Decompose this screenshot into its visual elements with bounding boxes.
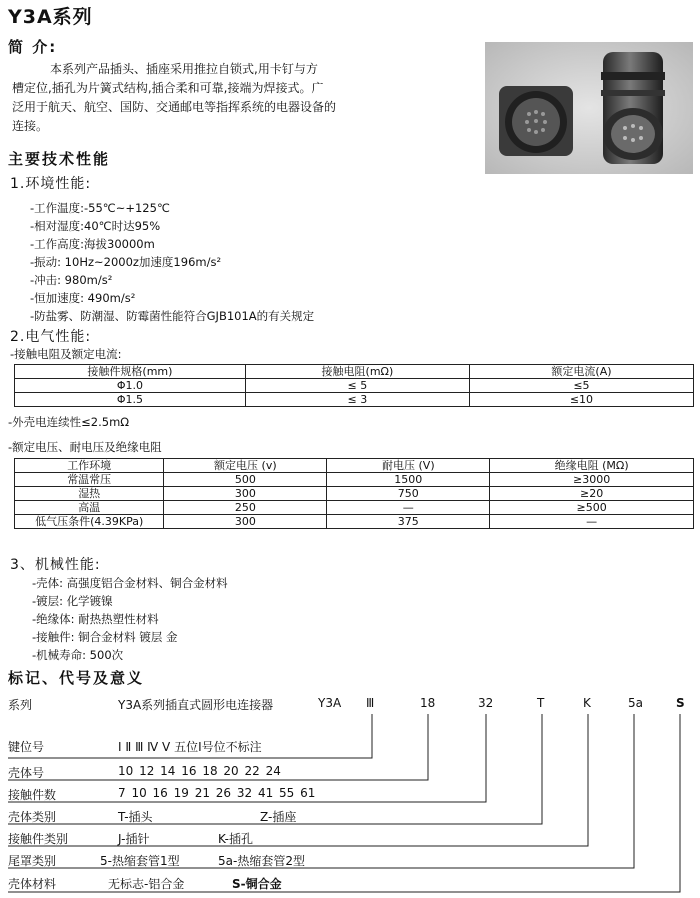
table-header-cell: 绝缘电阻 (MΩ) — [490, 459, 694, 473]
code-key-position: Ⅲ — [366, 696, 375, 710]
table-cell: Φ1.0 — [15, 379, 246, 393]
table-cell: 375 — [327, 515, 490, 529]
marking-row-value: T-插头 — [118, 810, 153, 824]
marking-row-label: 尾罩类别 — [8, 854, 57, 868]
marking-row-value-2: K-插孔 — [218, 832, 253, 846]
intro-heading: 简 介: — [8, 38, 58, 56]
marking-row-label: 壳体类别 — [8, 810, 57, 824]
table-header-cell: 接触件规格(mm) — [15, 365, 246, 379]
env-item: -防盐雾、防潮湿、防霉菌性能符合GJB101A的有关规定 — [30, 309, 315, 323]
table-header-cell: 接触电阻(mΩ) — [245, 365, 469, 379]
page-title: Y3A系列 — [8, 6, 93, 28]
marking-row-value: Ⅰ Ⅱ Ⅲ Ⅳ Ⅴ 五位Ⅰ号位不标注 — [118, 740, 262, 754]
shell-continuity: -外壳电连续性≤2.5mΩ — [8, 415, 130, 429]
marking-row-label: 接触件数 — [8, 788, 57, 802]
mech-item: -镀层: 化学镀镍 — [32, 594, 113, 608]
marking-row-value: 7 10 16 19 21 26 32 41 55 61 — [118, 786, 316, 800]
table-cell: ≤ 3 — [245, 393, 469, 407]
intro-line-2: 槽定位,插孔为片簧式结构,插合柔和可靠,接端为焊接式。广 — [12, 81, 324, 95]
code-contact-type: K — [583, 696, 591, 710]
marking-row-label: 壳体号 — [8, 766, 45, 780]
code-shell-size: 18 — [420, 696, 436, 710]
table-cell: — — [490, 515, 694, 529]
env-item: -相对湿度:40℃时达95% — [30, 219, 161, 233]
intro-line-1: 本系列产品插头、插座采用推拉自锁式,用卡钉与方 — [50, 62, 318, 76]
code-shell-type: T — [537, 696, 545, 710]
table-header-cell: 额定电压 (v) — [164, 459, 327, 473]
marking-row-value: 10 12 14 16 18 20 22 24 — [118, 764, 281, 778]
table-cell: Φ1.5 — [15, 393, 246, 407]
series-description: Y3A系列插直式圆形电连接器 — [118, 698, 274, 712]
marking-heading: 标记、代号及意义 — [8, 669, 145, 687]
table-cell: ≥3000 — [490, 473, 694, 487]
table-cell: 低气压条件(4.39KPa) — [15, 515, 164, 529]
table-cell: ≤10 — [469, 393, 693, 407]
table-cell: ≤5 — [469, 379, 693, 393]
table-cell: 1500 — [327, 473, 490, 487]
env-heading: 1.环境性能: — [10, 176, 92, 192]
table-header-cell: 耐电压 (V) — [327, 459, 490, 473]
series-label: 系列 — [8, 698, 33, 712]
table-cell: ≥20 — [490, 487, 694, 501]
table-cell: ≥500 — [490, 501, 694, 515]
code-shell-material: S — [676, 696, 685, 710]
table-cell: — — [327, 501, 490, 515]
code-contact-count: 32 — [478, 696, 494, 710]
env-item: -振动: 10Hz~2000z加速度196m/s² — [30, 255, 222, 269]
mech-item: -接触件: 铜合金材料 镀层 金 — [32, 630, 178, 644]
intro-line-3: 泛用于航天、航空、国防、交通邮电等指挥系统的电器设备的 — [12, 100, 337, 114]
env-item: -冲击: 980m/s² — [30, 273, 113, 287]
main-heading: 主要技术性能 — [8, 150, 111, 168]
mech-heading: 3、机械性能: — [10, 557, 101, 573]
intro-line-4: 连接。 — [12, 119, 49, 133]
voltage-table-label: -额定电压、耐电压及绝缘电阻 — [8, 440, 162, 454]
marking-row-value: 无标志-铝合金 — [108, 877, 185, 891]
marking-row-value: J-插针 — [118, 832, 150, 846]
table-cell: 500 — [164, 473, 327, 487]
table-cell: 300 — [164, 515, 327, 529]
mech-item: -机械寿命: 500次 — [32, 648, 124, 662]
marking-row-label: 键位号 — [8, 740, 45, 754]
code-series: Y3A — [318, 696, 342, 710]
table-cell: 300 — [164, 487, 327, 501]
code-tail-cover: 5a — [628, 696, 643, 710]
elec-heading: 2.电气性能: — [10, 329, 92, 345]
env-item: -工作温度:-55℃~+125℃ — [30, 201, 170, 215]
env-item: -工作高度:海拔30000m — [30, 237, 155, 251]
marking-row-label: 接触件类别 — [8, 832, 69, 846]
marking-row-value-2: S-铜合金 — [232, 877, 282, 891]
mech-item: -壳体: 高强度铝合金材料、铜合金材料 — [32, 576, 228, 590]
table-header-cell: 额定电流(A) — [469, 365, 693, 379]
table-cell: 750 — [327, 487, 490, 501]
marking-row-value-2: Z-插座 — [260, 810, 297, 824]
env-item: -恒加速度: 490m/s² — [30, 291, 136, 305]
table-cell: 常温常压 — [15, 473, 164, 487]
marking-row-value-2: 5a-热缩套管2型 — [218, 854, 305, 868]
table-cell: 湿热 — [15, 487, 164, 501]
table-cell: 250 — [164, 501, 327, 515]
table-header-cell: 工作环境 — [15, 459, 164, 473]
marking-row-value: 5-热缩套管1型 — [100, 854, 180, 868]
table-cell: 高温 — [15, 501, 164, 515]
contact-table-label: -接触电阻及额定电流: — [10, 347, 122, 361]
mech-item: -绝缘体: 耐热热塑性材料 — [32, 612, 159, 626]
marking-row-label: 壳体材料 — [8, 877, 57, 891]
table-cell: ≤ 5 — [245, 379, 469, 393]
